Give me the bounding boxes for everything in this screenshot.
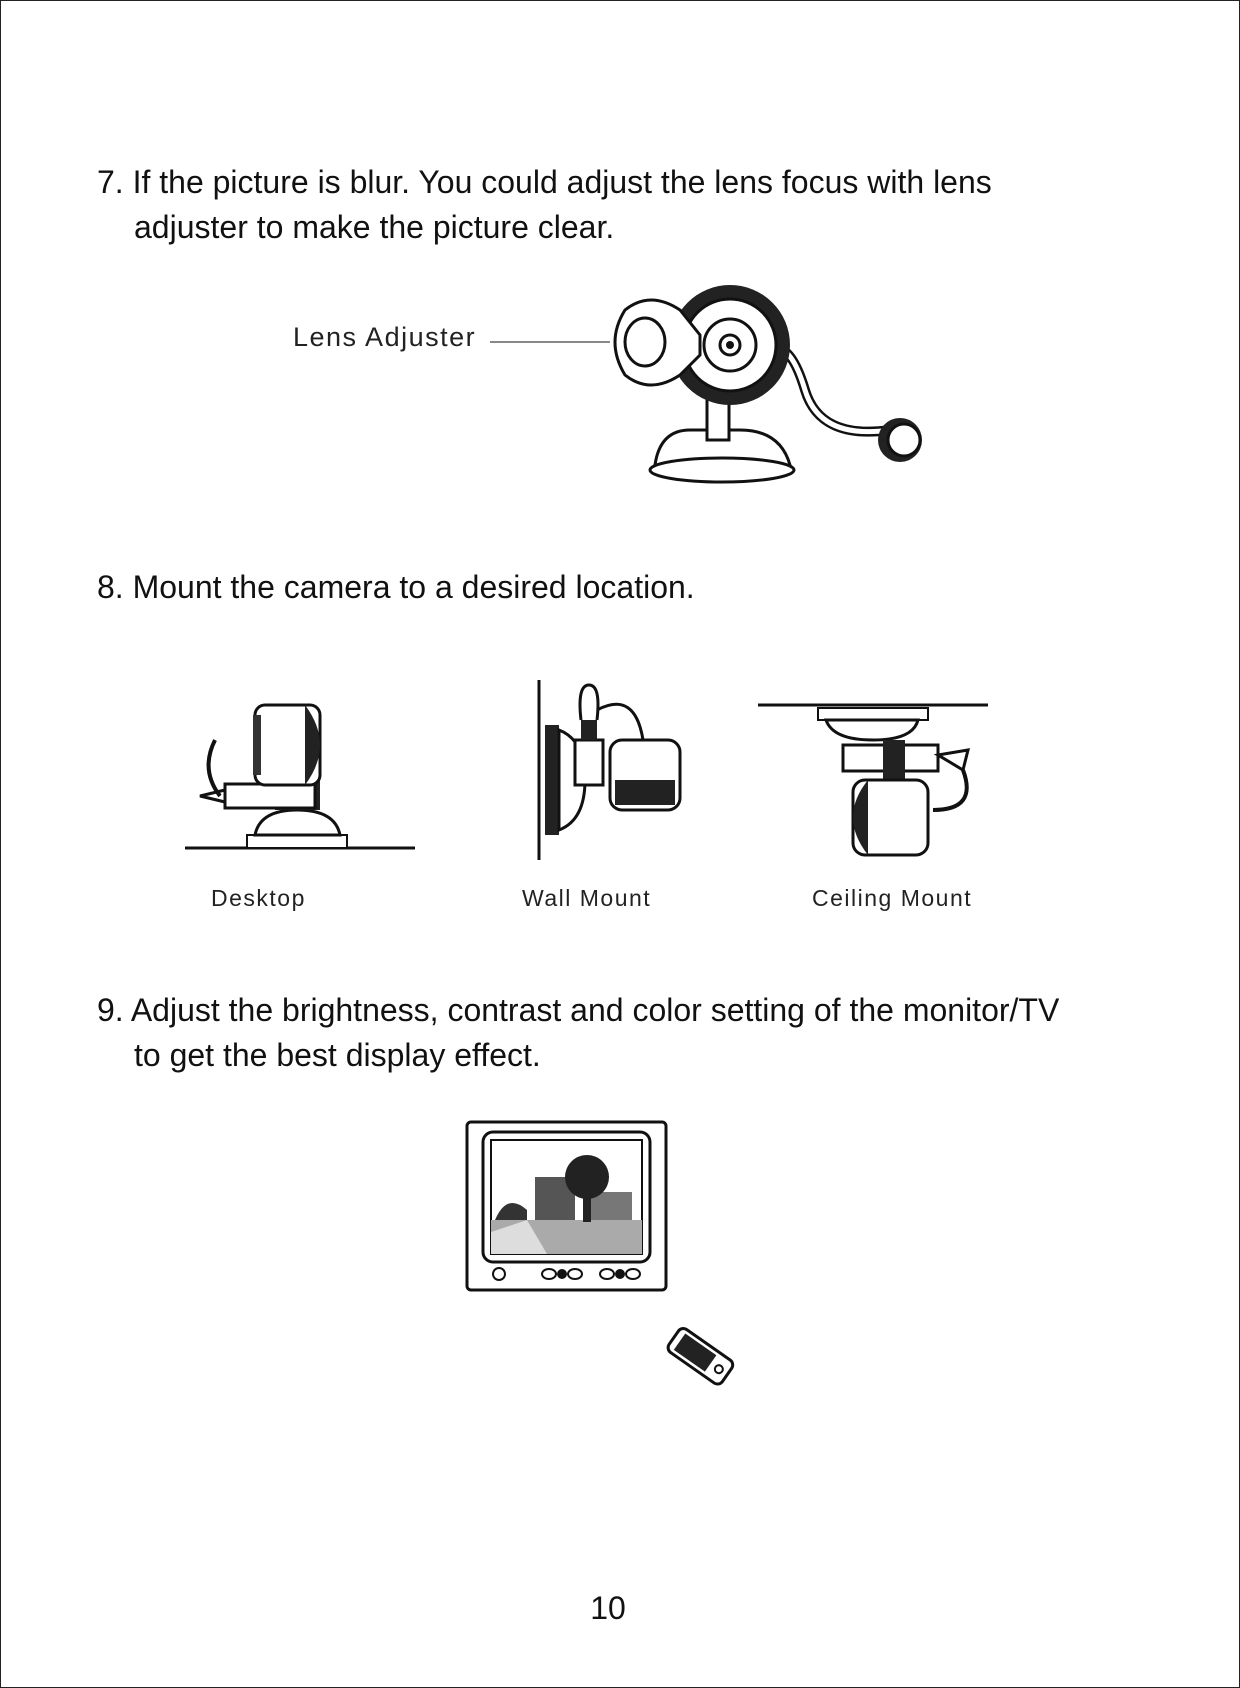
step-9 xyxy=(97,988,1059,1078)
step-text-cont: adjuster to make the picture clear. xyxy=(134,209,615,245)
step-8 xyxy=(97,565,695,610)
step-number: 8. xyxy=(97,569,124,605)
step-text-cont: to get the best display effect. xyxy=(134,1037,541,1073)
step-text: Adjust the brightness, contrast and color setting of the monitor/TV xyxy=(130,992,1060,1028)
ceiling-mount-illustration xyxy=(758,700,998,870)
step-text: If the picture is blur. You could adjust the lens focus with lens xyxy=(132,164,992,200)
desktop-label: Desktop xyxy=(211,885,306,911)
wall-mount-label: Wall Mount xyxy=(522,885,652,911)
camera-lens-adjuster-illustration xyxy=(490,280,850,500)
step-text: Mount the camera to a desired location. xyxy=(132,569,695,605)
step-number: 7. xyxy=(97,164,124,200)
monitor-tv-illustration xyxy=(467,1122,667,1292)
wall-mount-illustration xyxy=(535,680,695,860)
lens-adjuster-label: Lens Adjuster xyxy=(293,322,477,352)
page-number: 10 xyxy=(590,1590,626,1626)
remote-control-icon xyxy=(663,1328,743,1388)
desktop-mount-illustration xyxy=(185,680,415,850)
ceiling-mount-label: Ceiling Mount xyxy=(812,885,973,911)
step-number: 9. xyxy=(97,992,124,1028)
step-7 xyxy=(97,160,992,250)
